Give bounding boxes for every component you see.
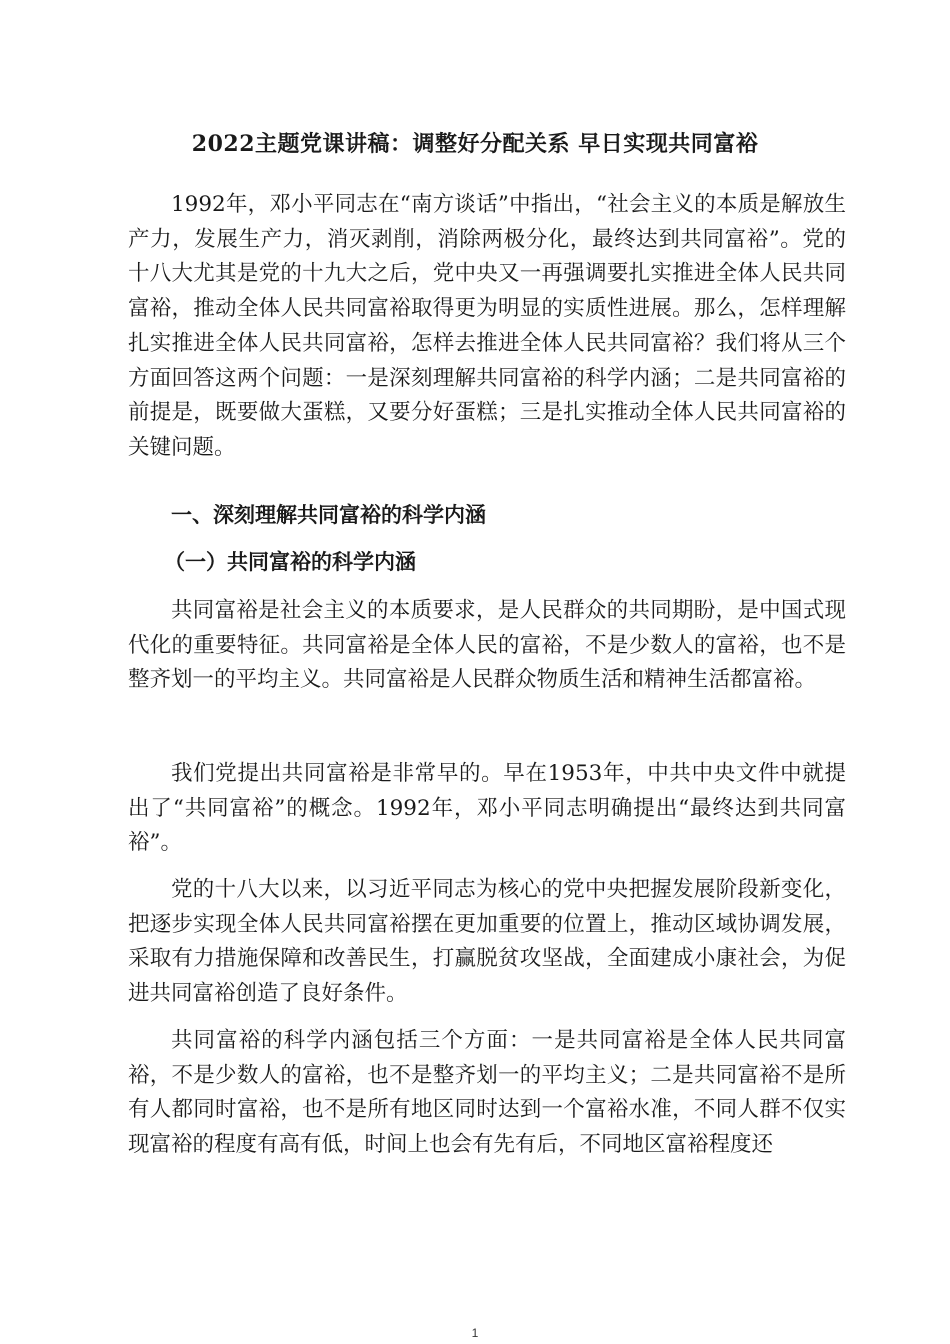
body-paragraph: 共同富裕是社会主义的本质要求，是人民群众的共同期盼，是中国式现代化的重要特征。共同富裕是全体人民的富裕，不是少数人的富裕，也不是整齐划一的平均主义。共同富裕是人民群众物质生活和精神生活都富裕。 bbox=[128, 598, 846, 693]
page-number: 1 bbox=[471, 1326, 479, 1340]
document-title: 2022主题党课讲稿：调整好分配关系 早日实现共同富裕 bbox=[191, 131, 759, 157]
subsection-heading: （一）共同富裕的科学内涵 bbox=[164, 549, 416, 574]
intro-paragraph: 1992年，邓小平同志在“南方谈话”中指出，“社会主义的本质是解放生产力，发展生产力，消灭剥削，消除两极分化，最终达到共同富裕”。党的十八大尤其是党的十九大之后，党中央又一再强调要扎实推进全体人民共同富裕，推动全体人民共同富裕取得更为明显的实质性进展。那么，怎样理解扎实推进全体人民共同富裕，怎样去推进全体人民共同富裕？我们将从三个方面回答这两个问题：一是深刻理解共同富裕的科学内涵；二是共同富裕的前提是，既要做大蛋糕，又要分好蛋糕；三是扎实推动全体人民共同富裕的关键问题。 bbox=[128, 192, 846, 460]
body-paragraph: 党的十八大以来，以习近平同志为核心的党中央把握发展阶段新变化，把逐步实现全体人民共同富裕摆在更加重要的位置上，推动区域协调发展，采取有力措施保障和改善民生，打赢脱贫攻坚战，全面建成小康社会，为促进共同富裕创造了良好条件。 bbox=[128, 877, 846, 1007]
body-paragraph: 我们党提出共同富裕是非常早的。早在1953年，中共中央文件中就提出了“共同富裕”的概念。1992年，邓小平同志明确提出“最终达到共同富裕”。 bbox=[128, 761, 846, 856]
body-paragraph: 共同富裕的科学内涵包括三个方面：一是共同富裕是全体人民共同富裕，不是少数人的富裕，也不是整齐划一的平均主义；二是共同富裕不是所有人都同时富裕，也不是所有地区同时达到一个富裕水准，不同人群不仅实现富裕的程度有高有低，时间上也会有先有后，不同地区富裕程度还 bbox=[128, 1028, 846, 1158]
section-heading: 一、深刻理解共同富裕的科学内涵 bbox=[171, 502, 486, 527]
